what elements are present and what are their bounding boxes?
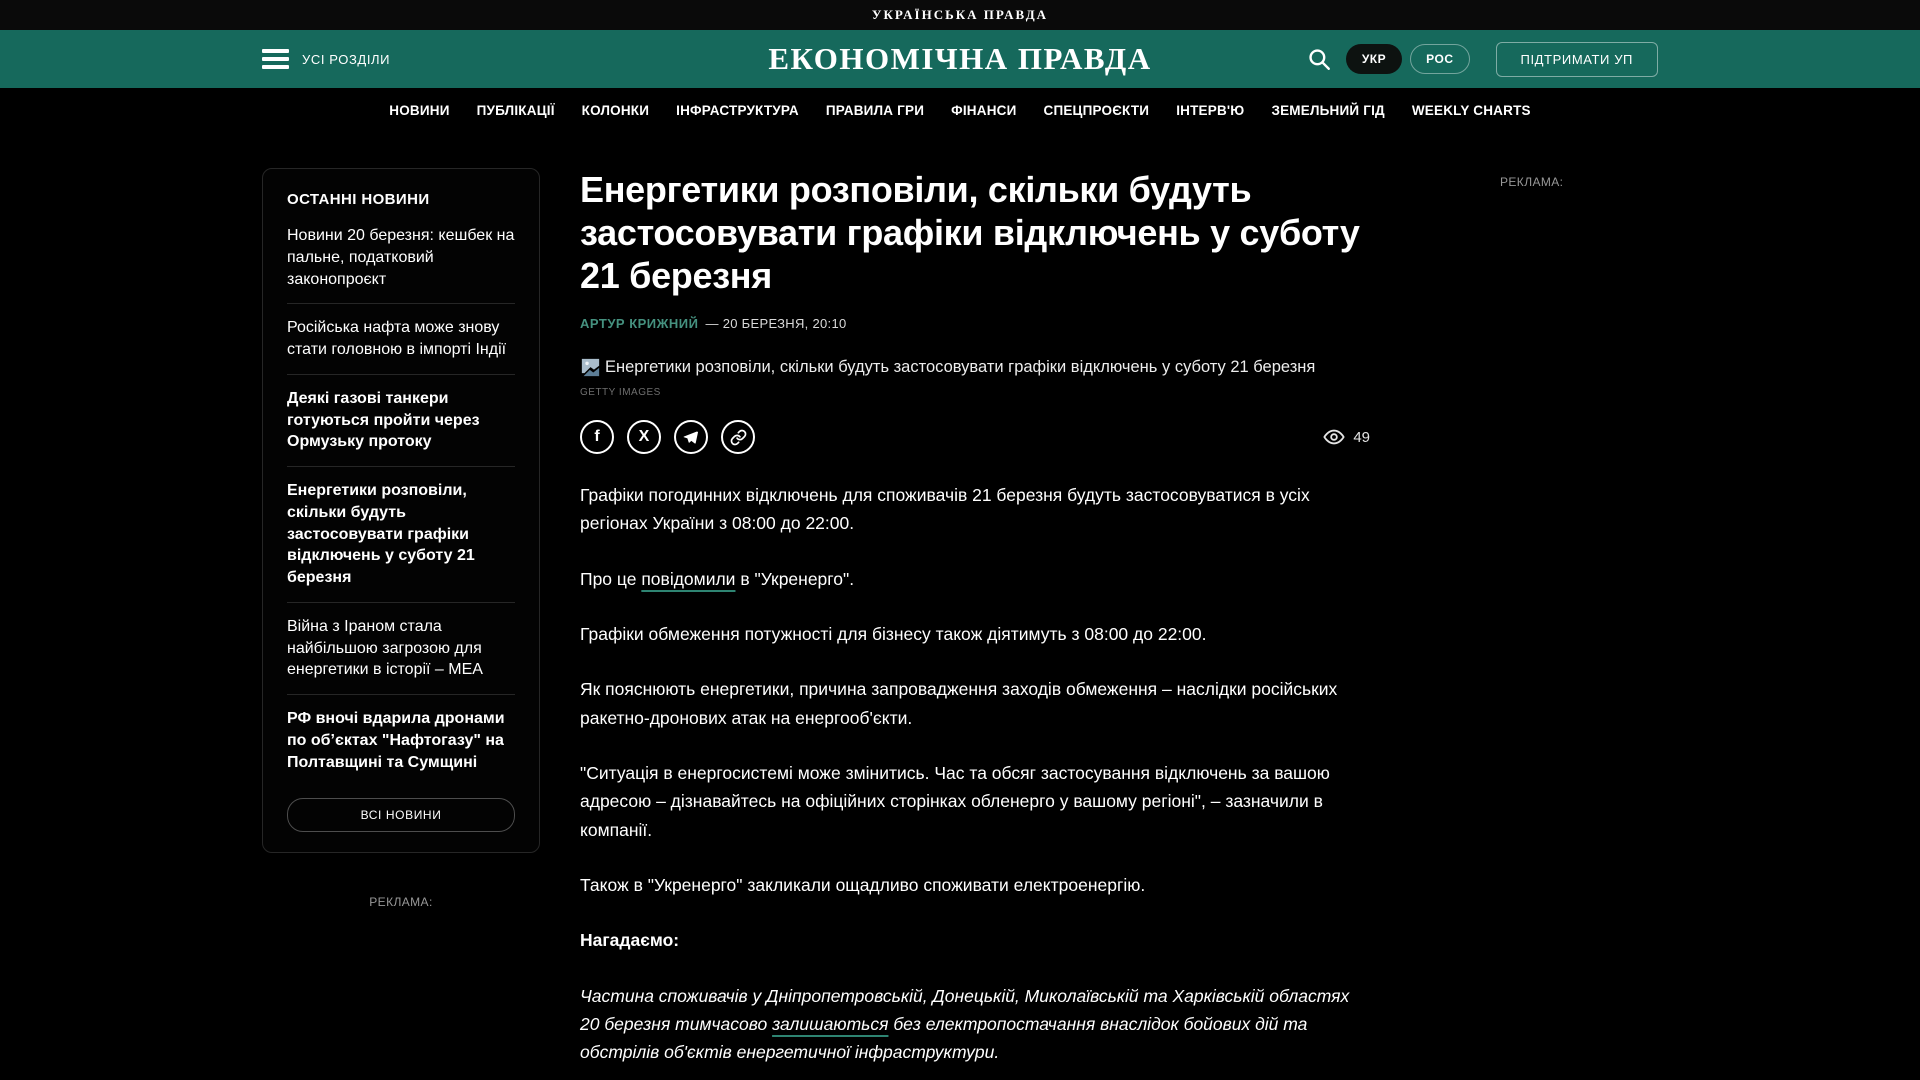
news-list-item[interactable]: Новини 20 березня: кешбек на пальне, податковий законопроєкт <box>287 227 515 288</box>
article-paragraph: Графіки обмеження потужності для бізнесу також діятимуть з 08:00 до 22:00. <box>580 624 1207 645</box>
article-image-figure <box>580 357 1370 378</box>
nav-item-zemelnyi-hid[interactable]: ЗЕМЕЛЬНИЙ ГІД <box>1271 102 1385 118</box>
nav-item-weekly-charts[interactable]: WEEKLY CHARTS <box>1411 102 1531 118</box>
article <box>580 168 1370 1080</box>
all-sections-menu-button[interactable] <box>262 49 390 69</box>
views-count: 49 <box>1353 428 1370 446</box>
search-button[interactable] <box>1306 46 1332 72</box>
main-nav <box>0 88 1920 132</box>
news-list-item[interactable]: РФ вночі вдарила дронами по об’єктах "Нафтогазу" на Полтавщині та Сумщині <box>287 694 515 786</box>
paragraph-text: в "Укренерго". <box>735 568 855 589</box>
paragraph-text: Частина споживачів у Дніпропетровській, Донецькій, Миколаївській та Харківській областях 20 березня тимчасово <box>580 985 1350 1035</box>
nav-item-finansy[interactable]: ФІНАНСИ <box>951 102 1017 118</box>
telegram-icon <box>682 429 699 446</box>
site-header <box>0 30 1920 88</box>
x-twitter-icon: X <box>638 428 650 445</box>
inline-link-povidomyly[interactable]: повідомили <box>641 568 736 589</box>
sidebar-ad-label: РЕКЛАМА: <box>369 895 433 910</box>
link-icon <box>730 429 747 446</box>
inline-link-zalyshaiutsia[interactable]: залишаються <box>772 1014 889 1035</box>
article-body <box>580 481 1370 1080</box>
share-row <box>580 420 1370 454</box>
search-icon <box>1306 46 1332 72</box>
article-paragraph-reminder: Нагадаємо: <box>580 930 680 951</box>
nav-item-publikatsii[interactable]: ПУБЛІКАЦІЇ <box>476 102 555 118</box>
lang-ukr-button[interactable]: УКР <box>1346 44 1402 74</box>
views-counter <box>1323 426 1370 448</box>
hamburger-icon <box>262 49 289 69</box>
facebook-icon: f <box>594 428 600 445</box>
right-rail-ad-label: РЕКЛАМА: <box>1500 175 1564 189</box>
nav-item-pravyla-hry[interactable]: ПРАВИЛА ГРИ <box>825 102 925 118</box>
nav-item-interviu[interactable]: ІНТЕРВ'Ю <box>1176 102 1245 118</box>
news-list-item-current[interactable]: Енергетики розповіли, скільки будуть застосовувати графіки відключень у суботу 21 березня <box>287 466 515 602</box>
nav-item-kolonky[interactable]: КОЛОНКИ <box>581 102 650 118</box>
ukrainska-pravda-logo[interactable]: УКРАЇНСЬКА ПРАВДА <box>871 7 1049 22</box>
share-facebook-button[interactable] <box>580 420 614 454</box>
news-list-item[interactable]: Війна з Іраном стала найбільшою загрозою для енергетики в історії – МЕА <box>287 602 515 694</box>
nav-item-infrastruktura[interactable]: ІНФРАСТРУКТУРА <box>676 102 799 118</box>
broken-image-icon <box>580 358 601 377</box>
nav-item-spetsproiekty[interactable]: СПЕЦПРОЄКТИ <box>1043 102 1150 118</box>
news-list-item[interactable]: Деякі газові танкери готуються пройти через Ормузьку протоку <box>287 374 515 466</box>
article-paragraph: Графіки погодинних відключень для споживачів 21 березня будуть застосовуватися в усіх регіонах України з 08:00 до 22:00. <box>580 485 1310 534</box>
lang-ros-button[interactable]: РОС <box>1410 44 1469 74</box>
language-toggle <box>1346 44 1470 74</box>
byline <box>580 316 1370 331</box>
paragraph-text: без електропостачання внаслідок бойових дій та обстрілів об'єктів енергетичної інфраструктури. <box>580 1014 1308 1063</box>
copy-link-button[interactable] <box>721 420 755 454</box>
article-paragraph <box>580 565 1370 593</box>
nav-item-novyny[interactable]: НОВИНИ <box>389 102 450 118</box>
article-paragraph: "Ситуація в енергосистемі може змінитись. Час та обсяг застосування відключень за вашою адресою – дізнавайтесь на офіційних сторінках обленерго у вашому регіоні", – зазначили в компанії. <box>580 763 1330 840</box>
article-title: Енергетики розповіли, скільки будуть застосовувати графіки відключень у суботу 21 березня <box>580 169 1360 297</box>
share-telegram-button[interactable] <box>674 420 708 454</box>
image-credit: GETTY IMAGES <box>580 387 661 398</box>
latest-news-sidebar <box>262 168 540 909</box>
news-list-item[interactable]: Російська нафта може знову стати головною в імпорті Індії <box>287 303 515 374</box>
right-rail <box>1438 168 1658 189</box>
top-brand-bar <box>0 0 1920 30</box>
article-paragraph: Як пояснюють енергетики, причина запровадження заходів обмеження – наслідки російських ракетно-дронових атак на енергооб'єкти. <box>580 679 1338 728</box>
ekonomichna-pravda-logo[interactable]: ЕКОНОМІЧНА ПРАВДА <box>768 41 1152 76</box>
latest-news-title: ОСТАННІ НОВИНИ <box>287 191 430 208</box>
article-paragraph: Також в "Укренерго" закликали ощадливо споживати електроенергію. <box>580 875 1146 896</box>
all-news-button[interactable]: ВСІ НОВИНИ <box>287 798 515 832</box>
paragraph-text: Про це <box>580 568 642 589</box>
eye-icon <box>1323 426 1345 448</box>
article-image-alt-text: Енергетики розповіли, скільки будуть застосовувати графіки відключень у суботу 21 березня <box>605 357 1316 376</box>
article-author-link[interactable]: АРТУР КРИЖНИЙ <box>580 315 699 331</box>
support-up-button[interactable]: ПІДТРИМАТИ УП <box>1496 42 1659 77</box>
article-date: — 20 БЕРЕЗНЯ, 20:10 <box>705 315 847 331</box>
share-x-button[interactable] <box>627 420 661 454</box>
article-paragraph <box>580 982 1370 1067</box>
all-sections-label: УСІ РОЗДІЛИ <box>302 51 391 67</box>
latest-news-panel <box>262 168 540 853</box>
